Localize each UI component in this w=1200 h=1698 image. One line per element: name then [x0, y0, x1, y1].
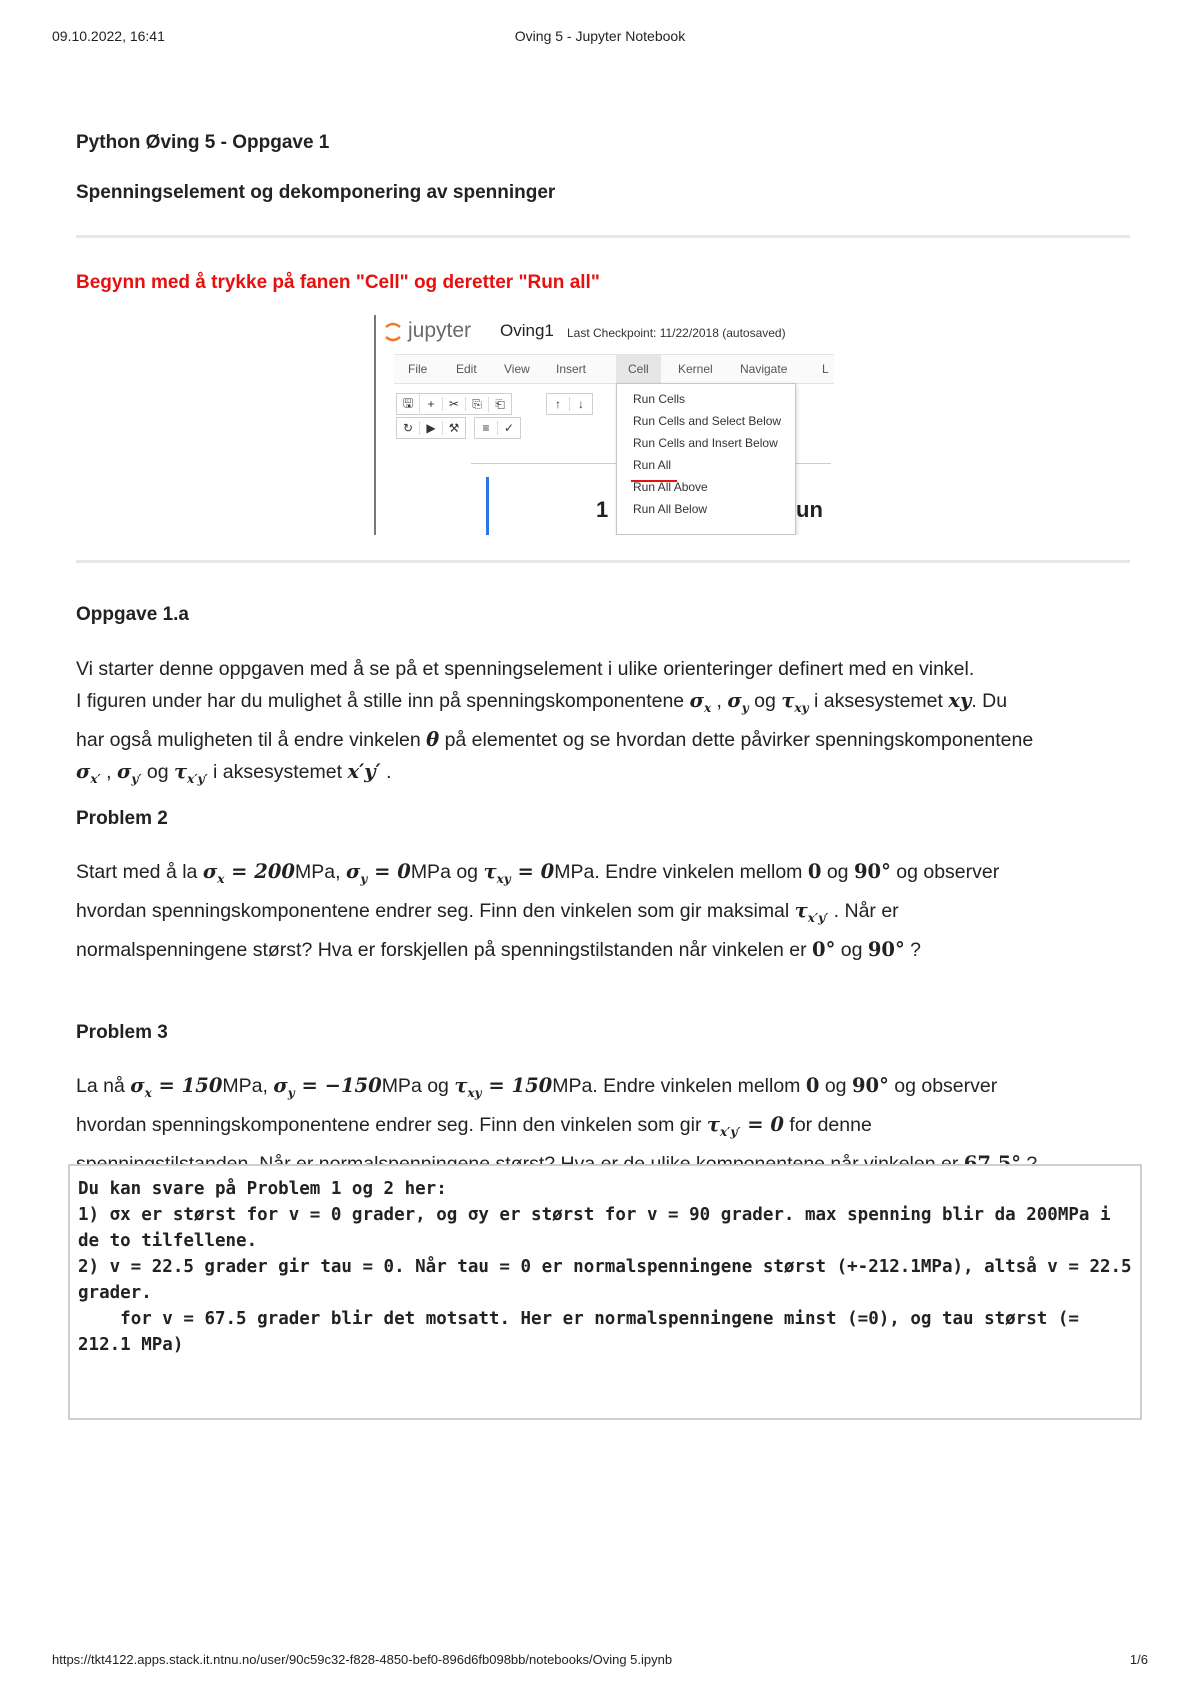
- paste-icon: ⎗: [495, 396, 505, 411]
- intro-line: Vi starter denne oppgaven med å se på et spenningselement i ulike orienteringer definert med en vinkel.: [76, 658, 975, 680]
- problem3-fragment: . Endre vinkelen mellom: [592, 1075, 806, 1097]
- print-title: Oving 5 - Jupyter Notebook: [514, 28, 686, 44]
- oppgave-intro: Vi starter denne oppgaven med å se på et spenningselement i ulike orienteringer definert med en vinkel. I figuren under har du mulighet å stille inn på spenningskomponentene $\sigma_x$ , $\sigma_y$ og $\tau_{xy}$ i aksesystemet xy. Du har også muligheten til å endre vinkelen θ på elementet og se hvordan dette påvirker spenningskomponentene $\sigma_{x'}$ , $\sigma_{y'}$ og $\tau_{x'y'}$ i aksesystemet x′y′ .: [76, 658, 1034, 786]
- dropdown-run-all-below: Run All Below: [633, 502, 708, 516]
- dropdown-run-all: Run All: [633, 458, 672, 472]
- problem3-fragment: La nå: [76, 1075, 131, 1097]
- wrench-icon: ⚒: [448, 421, 460, 435]
- menu-edit: Edit: [456, 362, 477, 376]
- problem2-fragment: Start med å la: [76, 861, 203, 883]
- angle-90-deg: 90°: [867, 937, 905, 961]
- oppgave-heading: Oppgave 1.a: [76, 604, 189, 625]
- answer-cell[interactable]: [68, 1164, 1142, 1420]
- dropdown-run-cells: Run Cells: [633, 392, 686, 406]
- sigma-y-symbol: $\sigma_y$: [727, 689, 749, 715]
- toolbar-row-1b: [546, 393, 593, 415]
- angle-0: 0: [805, 1074, 820, 1097]
- intro-text: I figuren under har du mulighet å stille inn på spenningskomponentene: [76, 690, 690, 712]
- xy-symbol: xy: [948, 689, 972, 712]
- print-date: 09.10.2022, 16:41: [52, 28, 165, 44]
- cell-selection-bar: [486, 477, 489, 535]
- tau-x-prime-y-prime-eq-0: $\tau_{x'y'} = 0$: [706, 1112, 784, 1139]
- problem2-fragment: normalspenningene størst? Hva er forskjellen på spenningstilstanden når vinkelen er: [76, 938, 812, 961]
- problem2-fragment: hvordan spenningskomponentene endrer seg. Finn den vinkelen som gir maksimal: [76, 899, 795, 922]
- problem2-fragment: og observer: [890, 861, 1000, 883]
- problem2-text: Start med å la $\sigma_x = 200MPa$, $\sigma_y = 0MPa$ og $\tau_{xy} = 0MPa$. Endre vinkelen mellom 0 og 90° og observer hvordan spenningskomponentene endrer seg. Finn den vinkelen som gir maksimal $\tau_{x'y'}$ . Når er normalspenningene størst? Hva er forskjellen på spenningstilstanden når vinkelen er 0° og 90° ?: [76, 860, 1000, 961]
- problem2-fragment: og: [835, 938, 868, 961]
- dropdown-run-cells-select-below: Run Cells and Select Below: [633, 414, 782, 428]
- menu-kernel: Kernel: [678, 362, 713, 376]
- sigma-y-eq-neg150: $\sigma_y = -150$: [273, 1074, 382, 1100]
- menu-cell: Cell: [616, 355, 661, 383]
- menu-view: View: [504, 362, 530, 376]
- tau-x-prime-y-prime-symbol: $\tau_{x'y'}$: [794, 898, 829, 925]
- problem2-fragment: og: [821, 861, 854, 883]
- cut-icon: ✂: [443, 397, 466, 411]
- intro-text: og: [748, 690, 782, 712]
- unit-mpa: MPa: [222, 1075, 263, 1097]
- problem3-fragment: og observer: [888, 1075, 998, 1097]
- problem3-fragment: hvordan spenningskomponentene endrer seg. Finn den vinkelen som gir: [76, 1113, 707, 1136]
- unit-mpa: MPa: [410, 861, 451, 883]
- toolbar-row-1: [396, 393, 512, 415]
- up-arrow-icon: ↑: [547, 397, 570, 411]
- dropdown-run-cells-insert-below: Run Cells and Insert Below: [633, 436, 778, 450]
- print-url: https://tkt4122.apps.stack.it.ntnu.no/user/90c59c32-f828-4850-bef0-896d6fb098bb/notebooks/Oving 5.ipynb: [52, 1652, 673, 1667]
- sigma-x-prime-symbol: $\sigma_{x'}$: [76, 759, 101, 786]
- problem2-fragment: . Endre vinkelen mellom: [594, 861, 808, 883]
- jupyter-header: [382, 319, 832, 347]
- intro-text: har også muligheten til å endre vinkelen: [76, 728, 427, 751]
- cell-number: 1: [596, 497, 609, 522]
- angle-0-deg: 0°: [812, 937, 836, 961]
- problem2-fragment: . Når er: [828, 899, 899, 922]
- plus-icon: +: [420, 397, 443, 411]
- copy-icon: ⎘: [466, 397, 489, 412]
- check-icon: ✓: [503, 421, 515, 435]
- unit-mpa: MPa: [294, 861, 336, 883]
- menu-overflow: L: [822, 362, 829, 376]
- dropdown-run-all-above: Run All Above: [633, 480, 708, 494]
- page-number: 1/6: [1129, 1652, 1148, 1667]
- menu-insert: Insert: [556, 362, 587, 376]
- problem3-heading: Problem 3: [76, 1022, 168, 1043]
- tau-xy-symbol: $\tau_{xy}$: [781, 689, 809, 715]
- toolbar-row-2b: [474, 417, 521, 439]
- list-icon: ≡: [475, 421, 498, 435]
- notebook-subtitle: Spenningselement og dekomponering av spenninger: [76, 182, 556, 203]
- problem3-fragment: for denne: [784, 1113, 872, 1136]
- notebook-title: Python Øving 5 - Oppgave 1: [76, 132, 330, 153]
- sigma-x-eq-150: $\sigma_x = 150$: [130, 1074, 223, 1100]
- tau-xy-eq-150: $\tau_{xy} = 150$: [454, 1074, 553, 1100]
- jupyter-logo-icon: [384, 321, 402, 343]
- intro-text: i aksesystemet: [207, 760, 348, 783]
- intro-text: . Du: [971, 690, 1008, 712]
- unit-mpa: MPa: [554, 861, 595, 883]
- x-prime-y-prime-symbol: x′y′: [347, 759, 381, 783]
- unit-mpa: MPa: [552, 1075, 593, 1097]
- print-header: [0, 28, 1200, 48]
- problem2-fragment: ?: [904, 938, 922, 961]
- answer-text[interactable]: Du kan svare på Problem 1 og 2 her: 1) σx er størst for v = 0 grader, og σy er størst for v = 90 grader. max spenning blir da 200MPa i de to tilfellene. 2) v = 22.5 grader gir tau = 0. Når tau = 0 er normalspenningene størst (+-212.1MPa), altså v = 22.5 grader. for v = 67.5 grader blir det motsatt. Her er normalspenningene minst (=0), og tau størst (= 212.1 MPa): [78, 1179, 1132, 1355]
- problem3-fragment: og: [819, 1075, 852, 1097]
- unit-mpa: MPa: [381, 1075, 422, 1097]
- menu-navigate: Navigate: [740, 362, 788, 376]
- cell-fragment: un: [796, 497, 823, 522]
- jupyter-checkpoint: Last Checkpoint: 11/22/2018 (autosaved): [567, 326, 786, 340]
- problem3-text: La nå $\sigma_x = 150MPa$, $\sigma_y = -150MPa$ og $\tau_{xy} = 150MPa$. Endre vinkelen mellom 0 og 90° og observer hvordan spenningskomponentene endrer seg. Finn den vinkelen som gir $\tau_{x'y'} = 0$ for denne: [76, 1070, 1130, 1180]
- sigma-y-prime-symbol: $\sigma_{y'}$: [116, 759, 142, 786]
- divider: [76, 560, 1130, 563]
- cell-dropdown-menu: [616, 383, 796, 535]
- toolbar-row-2: [396, 417, 466, 439]
- divider: [76, 235, 1130, 238]
- jupyter-menubar: [394, 354, 834, 384]
- intro-text: på elementet og se hvordan dette påvirker spenningskomponentene: [439, 728, 1034, 751]
- angle-90: 90°: [851, 1074, 889, 1097]
- angle-90: 90°: [853, 860, 891, 883]
- angle-0: 0: [807, 860, 822, 883]
- run-icon: ▶: [420, 421, 443, 435]
- theta-symbol: θ: [426, 727, 440, 751]
- jupyter-notebook-name: Oving1: [500, 321, 554, 340]
- problem2-heading: Problem 2: [76, 808, 168, 829]
- tau-xy-eq-0: $\tau_{xy} = 0$: [483, 860, 555, 886]
- print-footer: [0, 1652, 1200, 1672]
- intro-text: og: [141, 760, 175, 783]
- tau-x-prime-y-prime-symbol: $\tau_{x'y'}$: [174, 759, 208, 786]
- sigma-x-symbol: $\sigma_x$: [689, 689, 712, 715]
- intro-text: .: [380, 760, 392, 783]
- menu-file: File: [408, 362, 428, 376]
- sigma-y-eq-0: $\sigma_y = 0$: [345, 860, 411, 886]
- problem3-fragment: og: [421, 1075, 455, 1097]
- intro-text: i aksesystemet: [808, 690, 949, 712]
- run-all-instruction: Begynn med å trykke på fanen "Cell" og deretter "Run all": [76, 272, 600, 293]
- jupyter-brand: jupyter: [408, 319, 472, 342]
- down-arrow-icon: ↓: [578, 397, 584, 411]
- restart-icon: ↻: [397, 421, 420, 435]
- sigma-x-eq-200: $\sigma_x = 200$: [202, 860, 295, 886]
- problem2-fragment: og: [450, 861, 484, 883]
- save-icon: 🖫: [397, 394, 420, 415]
- jupyter-menu-screenshot: [374, 315, 836, 535]
